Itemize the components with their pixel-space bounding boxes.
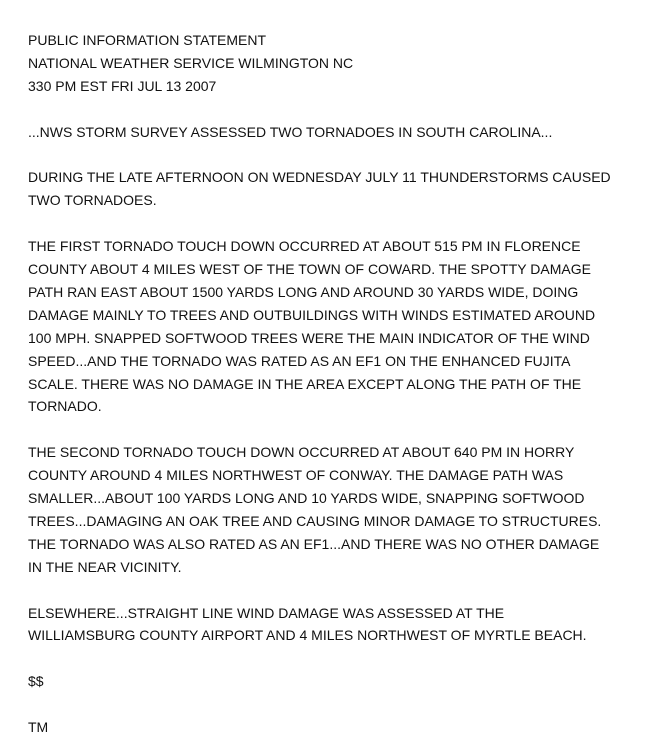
issuing-office: NATIONAL WEATHER SERVICE WILMINGTON NC [28, 54, 354, 71]
terminator-mark: $$ [28, 673, 44, 690]
paragraph-first-tornado [28, 235, 640, 418]
forecaster-initials: TM [28, 719, 49, 736]
paragraph-line: SPEED...AND THE TORNADO WAS RATED AS AN EF1 ON THE ENHANCED FUJITA [28, 352, 571, 369]
paragraph-line: 100 MPH. SNAPPED SOFTWOOD TREES WERE THE MAIN INDICATOR OF THE WIND [28, 329, 590, 346]
statement-header [28, 29, 640, 98]
paragraph-line: SMALLER...ABOUT 100 YARDS LONG AND 10 YARDS WIDE, SNAPPING SOFTWOOD [28, 490, 585, 507]
spacer [28, 693, 640, 716]
paragraph-line: COUNTY ABOUT 4 MILES WEST OF THE TOWN OF COWARD. THE SPOTTY DAMAGE [28, 261, 591, 278]
statement-signature [28, 716, 640, 739]
paragraph-line: SCALE. THERE WAS NO DAMAGE IN THE AREA EXCEPT ALONG THE PATH OF THE [28, 375, 582, 392]
paragraph-line: DAMAGE MAINLY TO TREES AND OUTBUILDINGS WITH WINDS ESTIMATED AROUND [28, 306, 596, 323]
paragraph-line: WILLIAMSBURG COUNTY AIRPORT AND 4 MILES NORTHWEST OF MYRTLE BEACH. [28, 627, 587, 644]
spacer [28, 647, 640, 670]
spacer [28, 579, 640, 602]
paragraph-second-tornado [28, 441, 640, 578]
paragraph-line: PATH RAN EAST ABOUT 1500 YARDS LONG AND AROUND 30 YARDS WIDE, DOING [28, 283, 579, 300]
paragraph-line: COUNTY AROUND 4 MILES NORTHWEST OF CONWAY. THE DAMAGE PATH WAS [28, 467, 564, 484]
paragraph-line: DURING THE LATE AFTERNOON ON WEDNESDAY JULY 11 THUNDERSTORMS CAUSED [28, 169, 611, 186]
paragraph-line: THE FIRST TORNADO TOUCH DOWN OCCURRED AT ABOUT 515 PM IN FLORENCE [28, 238, 581, 255]
paragraph-line: THE SECOND TORNADO TOUCH DOWN OCCURRED AT ABOUT 640 PM IN HORRY [28, 444, 575, 461]
spacer [28, 418, 640, 441]
paragraph-line: TORNADO. [28, 398, 102, 415]
issue-time: 330 PM EST FRI JUL 13 2007 [28, 77, 217, 94]
headline-text: ...NWS STORM SURVEY ASSESSED TWO TORNADOES IN SOUTH CAROLINA... [28, 123, 553, 140]
statement-headline [28, 121, 640, 144]
paragraph-line: THE TORNADO WAS ALSO RATED AS AN EF1...AND THERE WAS NO OTHER DAMAGE [28, 535, 600, 552]
paragraph-line: ELSEWHERE...STRAIGHT LINE WIND DAMAGE WAS ASSESSED AT THE [28, 604, 505, 621]
spacer [28, 212, 640, 235]
paragraph-intro [28, 166, 640, 212]
paragraph-line: TREES...DAMAGING AN OAK TREE AND CAUSING MINOR DAMAGE TO STRUCTURES. [28, 512, 602, 529]
spacer [28, 98, 640, 121]
public-information-statement [28, 29, 640, 739]
paragraph-line: IN THE NEAR VICINITY. [28, 558, 182, 575]
statement-terminator [28, 670, 640, 693]
paragraph-line: TWO TORNADOES. [28, 192, 157, 209]
statement-type: PUBLIC INFORMATION STATEMENT [28, 32, 267, 48]
spacer [28, 144, 640, 167]
paragraph-elsewhere [28, 602, 640, 648]
